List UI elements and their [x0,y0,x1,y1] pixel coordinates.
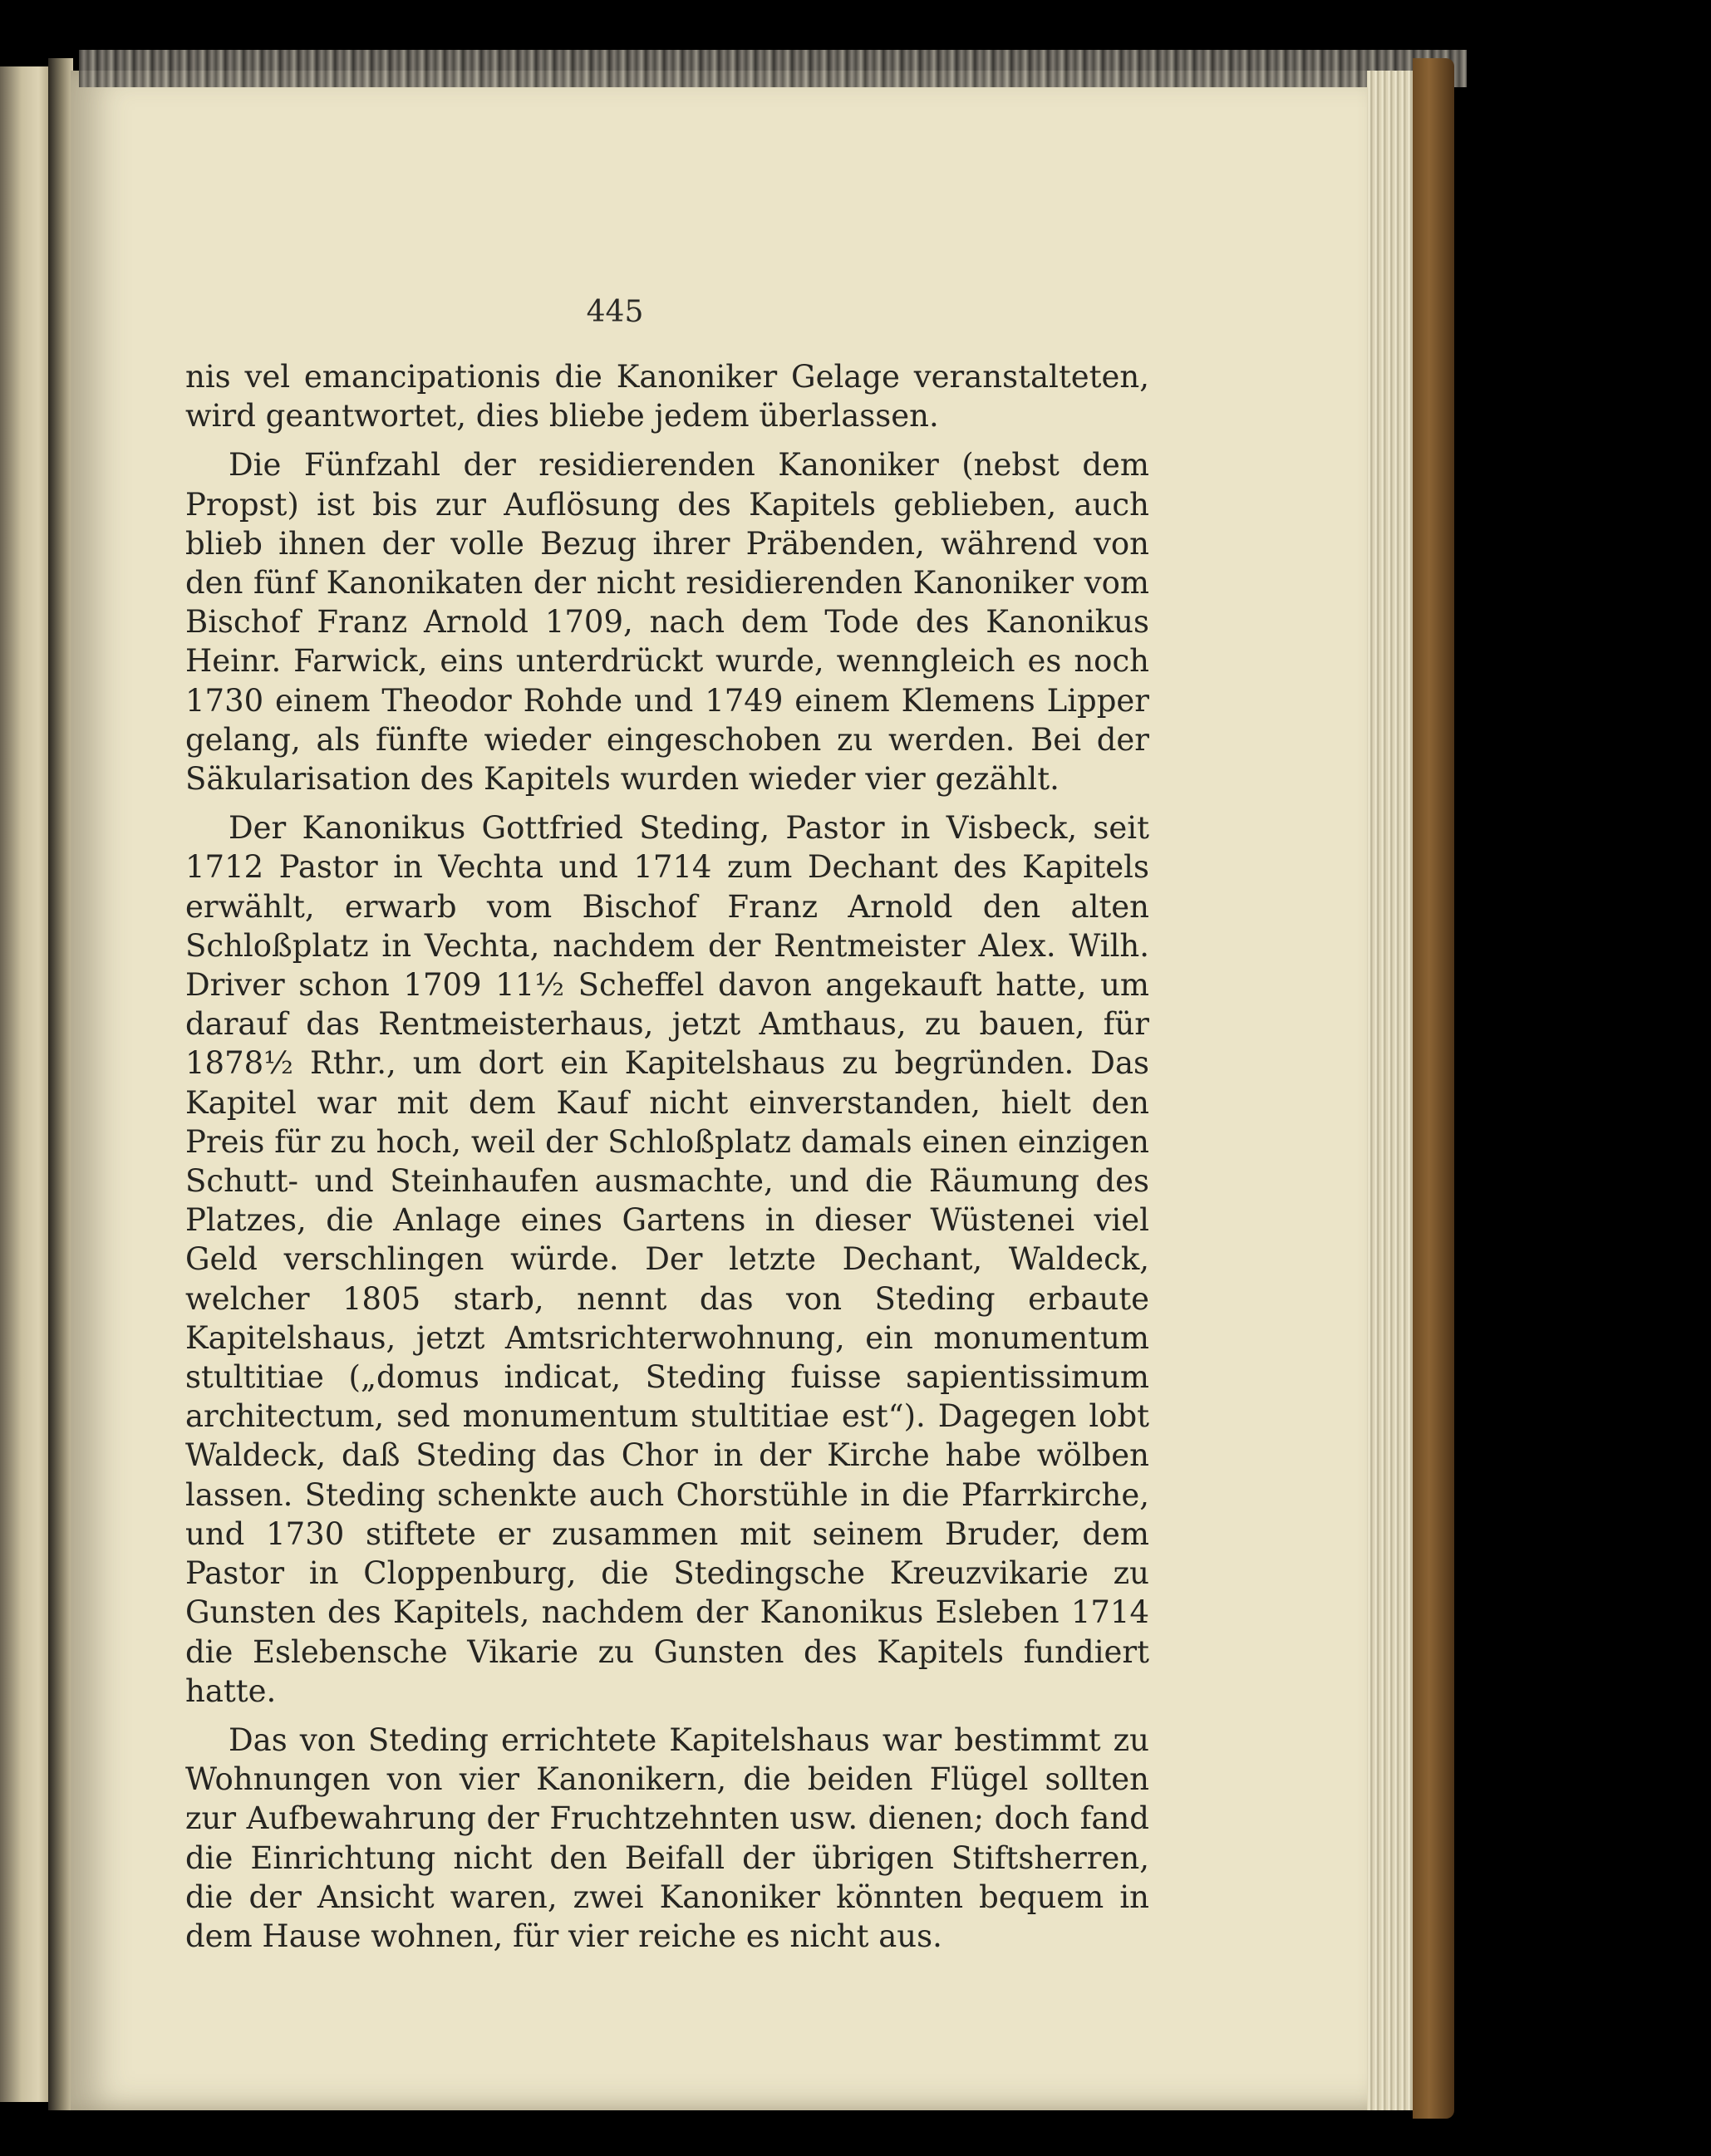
page-number: 445 [586,295,644,329]
paragraph-1: nis vel emancipationis die Kanoniker Gelage veranstalteten, wird geantwortet, dies bliebe jedem überlassen. [185,359,1149,435]
body-text [185,357,1149,1966]
paragraph-4: Das von Steding errichtete Kapitelshaus war bestimmt zu Wohnungen von vier Kanonikern, die beiden Flügel sollten zur Aufbewahrung der Fruchtzehnten usw. dienen; doch fand die Einrichtung nicht den Beifall der übrigen Stiftsherren, die der Ansicht waren, zwei Kanoniker könnten bequem in dem Hause wohnen, für vier reiche es nicht aus. [185,1721,1149,1954]
page-fore-edge [1367,71,1417,2110]
top-edge [79,50,1467,87]
left-page-edge [0,66,48,2102]
page-sheet [71,71,1384,2110]
book-gutter [48,58,73,2110]
paragraph-2: Die Fünfzahl der residierenden Kanoniker (nebst dem Propst) ist bis zur Auflösung des Kapitels geblieben, auch blieb ihnen der volle Bezug ihrer Präbenden, während von den fünf Kanonikaten der nicht residierenden Kanoniker vom Bischof Franz Arnold 1709, nach dem Tode des Kanonikus Heinr. Farwick, eins unterdrückt wurde, wenngleich es noch 1730 einem Theodor Rohde und 1749 einem Klemens Lipper gelang, als fünfte wieder eingeschoben zu werden. Bei der Säkularisation des Kapitels wurden wieder vier gezählt. [185,447,1149,798]
paragraph-3: Der Kanonikus Gottfried Steding, Pastor in Visbeck, seit 1712 Pastor in Vechta und 1714 zum Dechant des Kapitels erwählt, erwarb vom Bischof Franz Arnold den alten Schloßplatz in Vechta, nachdem der Rentmeister Alex. Wilh. Driver schon 1709 11½ Scheffel davon angekauft hatte, um darauf das Rentmeisterhaus, jetzt Amthaus, zu bauen, für 1878½ Rthr., um dort ein Kapitelshaus zu begründen. Das Kapitel war mit dem Kauf nicht einverstanden, hielt den Preis für zu hoch, weil der Schloßplatz damals einen einzigen Schutt- und Steinhaufen ausmachte, und die Räumung des Platzes, die Anlage eines Gartens in dieser Wüstenei viel Geld verschlingen würde. Der letzte Dechant, Waldeck, welcher 1805 starb, nennt das von Steding erbaute Kapitelshaus, jetzt Amtsrichterwohnung, ein monumentum stultitiae („domus indicat, Steding fuisse sapientissimum architectum, sed monumentum stultitiae est“). Dagegen lobt Waldeck, daß Steding das Chor in der Kirche habe wölben lassen. Steding schenkte auch Chorstühle in die Pfarrkirche, und 1730 stiftete er zusammen mit seinem Bruder, dem Pastor in Cloppenburg, die Stedingsche Kreuzvikarie zu Gunsten des Kapitels, nachdem der Kanonikus Esleben 1714 die Eslebensche Vikarie zu Gunsten des Kapitels fundiert hatte. [185,810,1149,1709]
book-cover-edge [1413,58,1454,2119]
